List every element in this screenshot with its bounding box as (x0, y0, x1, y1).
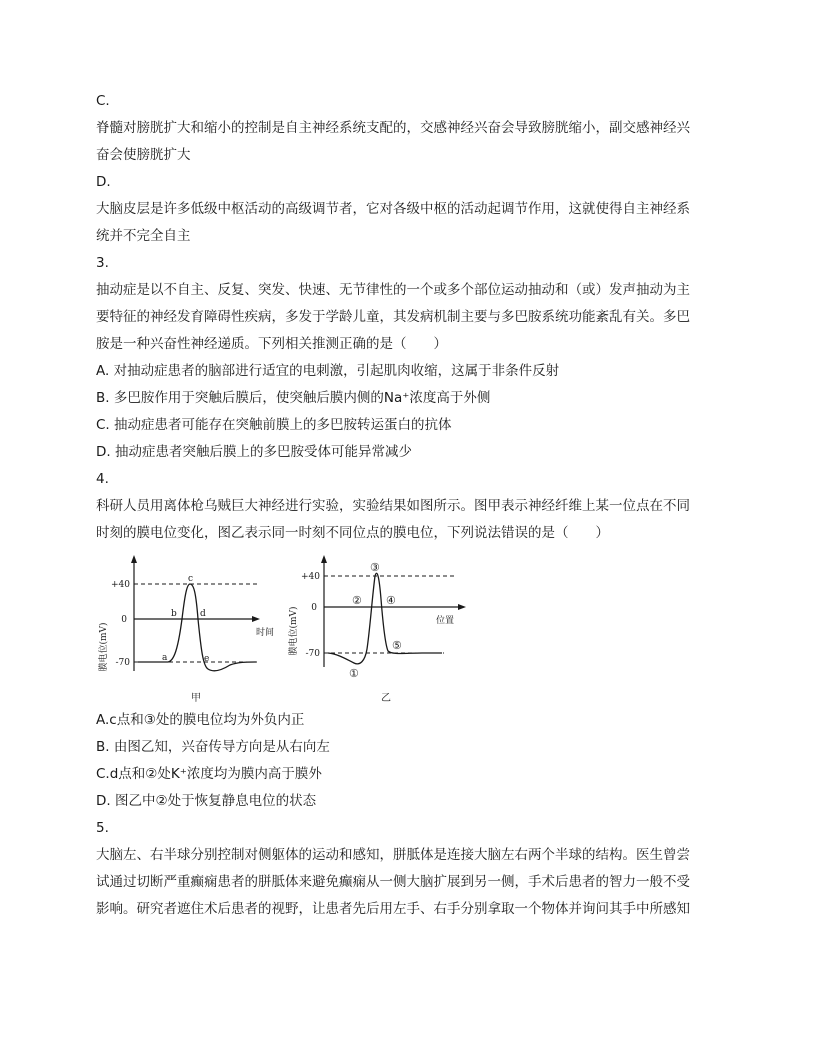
question-4-option-a: A.c点和③处的膜电位均为外负内正 (96, 712, 305, 728)
figure-svg (96, 549, 496, 707)
jia-point-e: e (204, 654, 210, 664)
question-4-number: 4. (96, 471, 109, 487)
question-5-stem-line-1: 大脑左、右半球分别控制对侧躯体的运动和感知，胼胝体是连接大脑左右两个半球的结构。医生曾尝 (96, 847, 690, 863)
question-3-option-a: A. 对抽动症患者的脑部进行适宜的电刺激，引起肌肉收缩，这属于非条件反射 (96, 363, 560, 379)
jia-point-a: a (162, 653, 168, 663)
graph-jia (97, 555, 274, 704)
jia-tick-minus70: -70 (115, 658, 130, 668)
yi-tick-minus70: -70 (305, 649, 320, 659)
jia-x-arrow (252, 616, 260, 622)
document-page (96, 88, 720, 923)
question-3-option-d: D. 抽动症患者突触后膜上的多巴胺受体可能异常减少 (96, 444, 412, 460)
jia-y-arrow (131, 555, 137, 563)
question-3-number: 3. (96, 255, 109, 271)
question-3-stem-line-1: 抽动症是以不自主、反复、突发、快速、无节律性的一个或多个部位运动抽动和（或）发声抽动为主 (96, 282, 690, 298)
yi-tick-plus40: +40 (301, 572, 320, 582)
question-3-stem-line-2: 要特征的神经发育障碍性疾病，多发于学龄儿童，其发病机制主要与多巴胺系统功能紊乱有关。多巴 (96, 309, 690, 325)
yi-point-4: ④ (386, 594, 396, 607)
question-3-option-b: B. 多巴胺作用于突触后膜后，使突触后膜内侧的Na⁺浓度高于外侧 (96, 390, 491, 406)
yi-point-1: ① (349, 667, 359, 680)
option-c-label: C. (96, 93, 110, 109)
yi-point-5: ⑤ (392, 639, 402, 652)
question-3-option-c: C. 抽动症患者可能存在突触前膜上的多巴胺转运蛋白的抗体 (96, 417, 452, 433)
option-c-text-line-1: 脊髓对膀胱扩大和缩小的控制是自主神经系统支配的，交感神经兴奋会导致膀胱缩小，副交感神经兴 (96, 120, 690, 136)
jia-point-c: c (188, 574, 194, 584)
jia-caption: 甲 (191, 693, 201, 704)
jia-point-d: d (200, 609, 206, 619)
jia-tick-plus40: +40 (111, 580, 130, 590)
yi-action-potential-curve (328, 573, 442, 664)
membrane-potential-figure (96, 549, 720, 707)
question-3-stem-line-3: 胺是一种兴奋性神经递质。下列相关推测正确的是（ ） (96, 336, 447, 352)
yi-point-2: ② (352, 594, 362, 607)
yi-tick-0: 0 (311, 603, 317, 613)
option-d-text-line-1: 大脑皮层是许多低级中枢活动的高级调节者，它对各级中枢的活动起调节作用，这就使得自主神经系 (96, 201, 690, 217)
jia-ylabel: 膜电位(mV) (99, 622, 109, 672)
jia-point-b: b (171, 609, 177, 619)
option-d-label: D. (96, 174, 111, 190)
question-5-stem-line-2: 试通过切断严重癫痫患者的胼胝体来避免癫痫从一侧大脑扩展到另一侧，手术后患者的智力一般不受 (96, 874, 690, 890)
jia-xlabel: 时间 (256, 628, 275, 638)
yi-y-arrow (321, 555, 327, 563)
question-4-option-b: B. 由图乙知，兴奋传导方向是从右向左 (96, 739, 330, 755)
yi-xlabel: 位置 (436, 616, 455, 626)
yi-point-3: ③ (370, 561, 380, 574)
question-4-option-d: D. 图乙中②处于恢复静息电位的状态 (96, 793, 317, 809)
jia-tick-0: 0 (121, 615, 127, 625)
jia-action-potential-curve (138, 584, 256, 671)
yi-x-arrow (458, 604, 466, 610)
question-4-stem-line-1: 科研人员用离体枪乌贼巨大神经进行实验，实验结果如图所示。图甲表示神经纤维上某一位点在不同 (96, 498, 690, 514)
question-5-number: 5. (96, 820, 109, 836)
option-c-text-line-2: 奋会使膀胱扩大 (96, 147, 191, 163)
question-4-stem-line-2: 时刻的膜电位变化，图乙表示同一时刻不同位点的膜电位，下列说法错误的是（ ） (96, 525, 609, 541)
question-4-option-c: C.d点和②处K⁺浓度均为膜内高于膜外 (96, 766, 322, 782)
option-d-text-line-2: 统并不完全自主 (96, 228, 191, 244)
yi-caption: 乙 (381, 693, 391, 704)
yi-ylabel: 膜电位(mV) (289, 606, 299, 656)
question-5-stem-line-3: 影响。研究者遮住术后患者的视野，让患者先后用左手、右手分别拿取一个物体并询问其手中所感知 (96, 901, 690, 917)
graph-yi (287, 555, 466, 704)
